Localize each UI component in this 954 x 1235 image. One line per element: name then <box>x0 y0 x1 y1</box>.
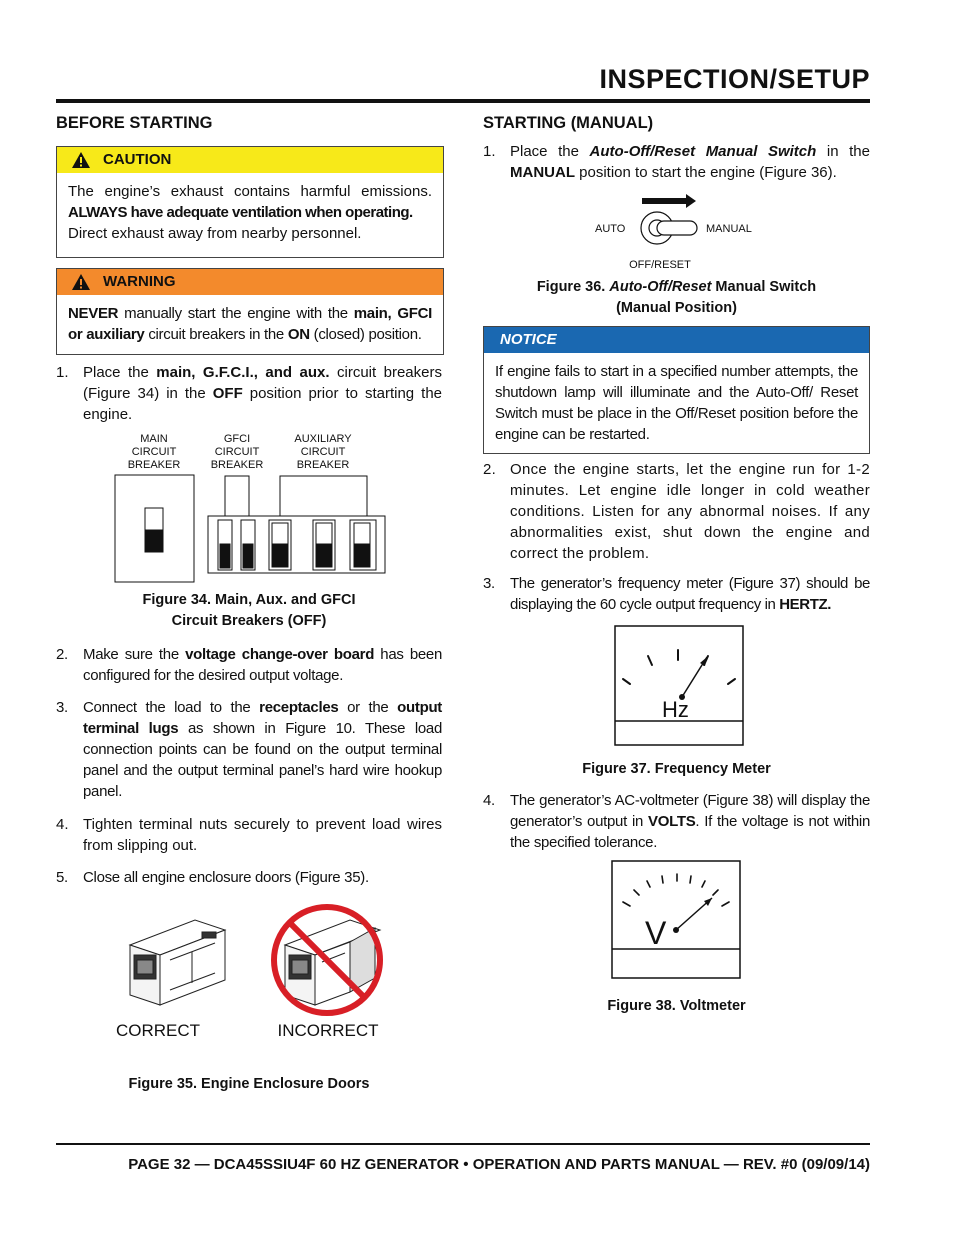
toggle-switch <box>641 212 697 244</box>
warning-box <box>56 268 444 355</box>
frequency-meter-figure <box>614 625 744 746</box>
main-label-1: MAIN <box>140 433 168 445</box>
header-rule <box>56 99 870 103</box>
caution-header <box>57 147 443 173</box>
notice-body: If engine fails to start in a specified number attempts, the shutdown lamp will illuminate and the Auto-Off/ Reset Switch must be place in the Off/Reset position before the engine can be restarted. <box>495 363 858 443</box>
before-starting-heading: BEFORE STARTING <box>56 114 213 132</box>
aux-label-3: BREAKER <box>296 459 350 471</box>
figure-36-caption: Figure 36. Auto-Off/Reset Manual Switch (Manual Position) <box>536 279 817 316</box>
main-label-3: BREAKER <box>127 459 181 471</box>
gfci-label-1: GFCI <box>223 433 251 445</box>
figure-34-caption: Figure 34. Main, Aux. and GFCI Circuit Breakers (OFF) <box>142 592 356 629</box>
caution-line-3: Direct exhaust away from nearby personnel. <box>68 225 362 242</box>
auto-off-manual-switch-figure <box>590 188 770 274</box>
enclosure-doors-figure <box>110 900 400 1050</box>
gfci-label-2: CIRCUIT <box>214 446 260 458</box>
figure-35-caption: Figure 35. Engine Enclosure Doors <box>128 1076 370 1092</box>
caution-box <box>56 146 444 258</box>
page-title: INSPECTION/SETUP <box>599 64 870 94</box>
figure-38-caption: Figure 38. Voltmeter <box>607 998 746 1014</box>
caution-label: CAUTION <box>103 151 172 168</box>
voltmeter-figure <box>611 860 741 979</box>
aux-label-2: CIRCUIT <box>300 446 346 458</box>
page-footer: PAGE 32 — DCA45SSIU4F 60 HZ GENERATOR • OPERATION AND PARTS MANUAL — REV. #0 (09/09/14) <box>128 1156 870 1173</box>
caution-line-1: The engine’s exhaust contains harmful emissions. <box>68 183 432 200</box>
auto-label: AUTO <box>595 223 626 235</box>
starting-manual-heading: STARTING (MANUAL) <box>483 114 654 132</box>
warning-triangle-icon <box>71 273 91 291</box>
notice-header: NOTICE <box>484 327 869 353</box>
v-unit-label: V <box>645 915 667 951</box>
incorrect-label: INCORRECT <box>277 1021 379 1040</box>
footer-rule <box>56 1143 870 1145</box>
warning-triangle-icon <box>71 151 91 169</box>
manual-label: MANUAL <box>706 223 752 235</box>
warning-header <box>57 269 443 295</box>
hz-unit-label: Hz <box>662 697 689 722</box>
main-label-2: CIRCUIT <box>131 446 177 458</box>
figure-37-caption: Figure 37. Frequency Meter <box>582 761 771 777</box>
gfci-label-3: BREAKER <box>210 459 264 471</box>
warning-body: NEVER manually start the engine with the main, GFCI or auxiliary circuit breakers in the ON (closed) position. <box>68 305 432 343</box>
circuit-breakers-figure <box>110 428 390 588</box>
correct-label: CORRECT <box>115 1021 201 1040</box>
caution-line-2: ALWAYS have adequate ventilation when operating. <box>68 204 413 221</box>
off-reset-label: OFF/RESET <box>629 259 691 271</box>
aux-label-1: AUXILIARY <box>294 433 352 445</box>
warning-label: WARNING <box>103 273 176 290</box>
generator-closed-doors-image <box>130 920 225 1005</box>
notice-box <box>483 326 870 454</box>
